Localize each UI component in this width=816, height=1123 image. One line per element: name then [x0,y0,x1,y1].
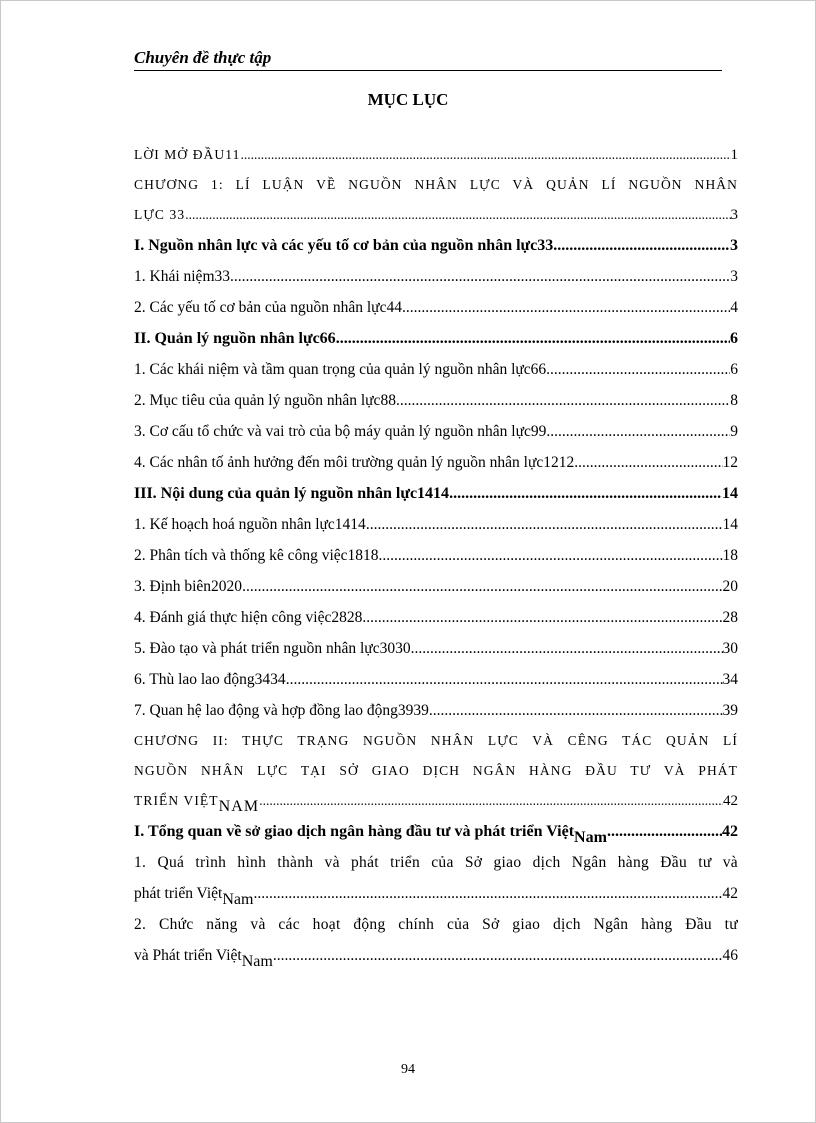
toc-page-number: 42 [722,823,738,840]
toc-page-number: 3 [730,237,738,254]
toc-page-number: 34 [722,671,738,688]
toc-entry[interactable] [134,140,738,170]
dot-leader [253,878,722,909]
dot-leader [396,385,730,416]
toc-entry[interactable] [134,909,738,971]
running-header: Chuyên đề thực tập [134,48,722,71]
toc-entry-subscript: NAM [218,798,260,815]
toc-entry[interactable] [134,323,738,354]
toc-entry[interactable] [134,478,738,509]
toc-entry-text: LỰC 33 [134,207,186,222]
toc-entry[interactable] [134,416,738,447]
toc-entry[interactable] [134,385,738,416]
toc-entry[interactable] [134,509,738,540]
toc-page-number: 28 [722,609,738,626]
toc-entry[interactable] [134,230,738,261]
toc-entry-line: 1. Quá trình hình thành và phát triển của Sở giao dịch Ngân hàng Đầu tư và [134,854,738,871]
toc-entry-text: 3. Định biên2020 [134,578,243,595]
toc-entry-text: I. Tổng quan về sở giao dịch ngân hàng đầu tư và phát triển Việt [134,823,575,840]
toc-page-number: 1 [730,147,738,163]
toc-entry-line: CHƯƠNG 1: LÍ LUẬN VỀ NGUỒN NHÂN LỰC VÀ QUẢN LÍ NGUỒN NHÂN [134,177,738,192]
toc-entry-text: phát triển Việt [134,885,223,902]
toc-entry[interactable] [134,602,738,633]
toc-page-number: 18 [722,547,738,564]
toc-entry[interactable] [134,695,738,726]
toc-entry-line: CHƯƠNG II: THỰC TRẠNG NGUỒN NHÂN LỰC VÀ CÊNG TÁC QUẢN LÍ [134,733,738,748]
toc-page-number: 42 [723,793,738,809]
toc-entry-text: 7. Quan hệ lao động và hợp đồng lao động3939 [134,702,429,719]
toc-entry-line: NGUỒN NHÂN LỰC TẠI SỞ GIAO DỊCH NGÂN HÀNG ĐẦU TƯ VÀ PHÁT [134,763,738,778]
toc-entry-text: 2. Các yếu tố cơ bản của nguồn nhân lực44 [134,299,402,316]
dot-leader [230,261,730,292]
dot-leader [553,230,730,261]
toc-entry-text: II. Quản lý nguồn nhân lực66 [134,330,336,347]
dot-leader [242,571,722,602]
toc-entry-text: 6. Thù lao lao động3434 [134,671,286,688]
dot-leader [429,695,723,726]
toc-page-number: 42 [722,885,738,902]
toc-page-number: 14 [722,485,738,502]
toc-page-number: 30 [722,640,738,657]
toc-entry-text: LỜI MỞ ĐẦU11 [134,147,241,162]
toc-entry-text: 2. Mục tiêu của quản lý nguồn nhân lực88 [134,392,396,409]
toc-entry[interactable] [134,292,738,323]
toc-entry-text: 1. Khái niệm33 [134,268,230,285]
toc-page-number: 6 [730,361,738,378]
toc-entry[interactable] [134,633,738,664]
toc-entry-subscript: Nam [222,891,254,908]
toc-page-number: 4 [730,299,738,316]
toc-page-number: 8 [730,392,738,409]
dot-leader [546,354,730,385]
dot-leader [574,447,722,478]
toc-page-number: 46 [722,947,738,964]
toc-page-number: 12 [722,454,738,471]
toc-entry[interactable] [134,664,738,695]
dot-leader [449,478,722,509]
dot-leader [286,664,723,695]
toc-entry[interactable] [134,726,738,816]
toc-entry[interactable] [134,540,738,571]
toc-entry-text: 3. Cơ cấu tổ chức và vai trò của bộ máy quản lý nguồn nhân lực99 [134,423,547,440]
toc-page-number: 6 [730,330,738,347]
dot-leader [402,292,730,323]
dot-leader [366,509,723,540]
toc-entry-subscript: Nam [574,829,607,846]
toc-entry[interactable] [134,571,738,602]
toc-page-number: 9 [730,423,738,440]
toc-page-number: 20 [722,578,738,595]
toc-entry-text: 5. Đào tạo và phát triển nguồn nhân lực3030 [134,640,411,657]
dot-leader [336,323,730,354]
toc-entry-text: TRIỂN VIỆT [134,793,219,808]
toc-entry[interactable] [134,354,738,385]
toc-entry[interactable] [134,261,738,292]
dot-leader [240,140,730,170]
toc-entry[interactable] [134,816,738,847]
toc-entry[interactable] [134,170,738,230]
toc-entry-text: I. Nguồn nhân lực và các yếu tố cơ bản của nguồn nhân lực33 [134,237,554,254]
toc-entry-text: và Phát triển Việt [134,947,242,964]
dot-leader [362,602,722,633]
toc-entry-text: 1. Các khái niệm và tầm quan trọng của quản lý nguồn nhân lực66 [134,361,547,378]
toc-entry-text: 4. Đánh giá thực hiện công việc2828 [134,609,363,626]
dot-leader [185,200,730,230]
dot-leader [546,416,730,447]
toc-entry-subscript: Nam [241,953,273,970]
page-number: 94 [401,1062,415,1077]
toc-entry-text: 2. Phân tích và thống kê công việc1818 [134,547,379,564]
toc-page-number: 3 [730,268,738,285]
dot-leader [411,633,723,664]
dot-leader [259,786,723,816]
page-title: MỤC LỤC [367,90,449,109]
toc-entry-line: 2. Chức năng và các hoạt động chính của Sở giao dịch Ngân hàng Đầu tư [134,916,738,933]
toc-entry[interactable] [134,447,738,478]
dot-leader [379,540,723,571]
toc-page-number: 3 [730,207,738,223]
toc-entry-text: 1. Kế hoạch hoá nguồn nhân lực1414 [134,516,366,533]
toc-page-number: 39 [722,702,738,719]
toc-page-number: 14 [722,516,738,533]
toc-entry[interactable] [134,847,738,909]
toc-entry-text: 4. Các nhân tố ảnh hưởng đến môi trường quản lý nguồn nhân lực1212 [134,454,575,471]
dot-leader [273,940,723,971]
table-of-contents [134,140,738,971]
toc-entry-text: III. Nội dung của quản lý nguồn nhân lực1414 [134,485,450,502]
dot-leader [607,816,722,847]
